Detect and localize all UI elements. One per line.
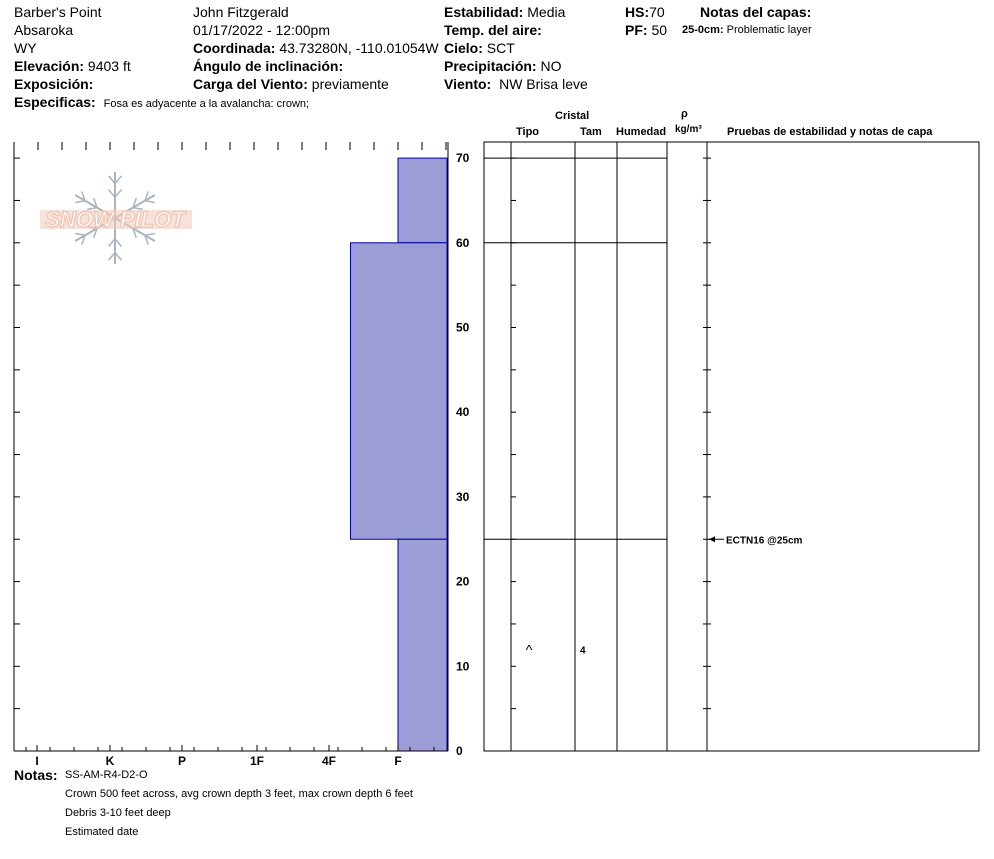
wind-loading-value: previamente xyxy=(311,76,389,92)
location-name: Barber's Point xyxy=(14,4,102,20)
wind-value: NW Brisa leve xyxy=(499,76,588,92)
hs-value: 70 xyxy=(649,4,665,20)
logo-text: SNOW PILOT xyxy=(45,207,185,232)
precipitation-value: NO xyxy=(540,58,562,74)
sky-label: Cielo: xyxy=(444,40,483,56)
aspect-label: Exposición: xyxy=(14,76,94,92)
air-temp-label: Temp. del aire: xyxy=(444,22,542,38)
flake-branch xyxy=(75,201,85,203)
note-line: Estimated date xyxy=(65,826,139,838)
flake-branch xyxy=(145,201,155,203)
flake-branch xyxy=(145,233,155,235)
hardness-bar xyxy=(351,243,448,539)
grain-size: 4 xyxy=(580,645,586,657)
depth-label: 50 xyxy=(456,320,470,335)
mountain-range: Absaroka xyxy=(14,22,74,38)
type-header: Tipo xyxy=(516,126,540,138)
layer-note-range: 25-0cm: xyxy=(682,24,724,36)
depth-label: 60 xyxy=(456,235,470,250)
hardness-label: I xyxy=(35,754,39,768)
density-rho-header: ρ xyxy=(681,108,688,120)
depth-label: 10 xyxy=(456,659,470,674)
coordinates-value: 43.73280N, -110.01054W xyxy=(279,40,439,56)
wind-label: Viento: xyxy=(444,76,492,92)
depth-label: 0 xyxy=(456,744,463,758)
pf-value: 50 xyxy=(651,22,668,38)
precipitation-label: Precipitación: xyxy=(444,58,537,74)
sky-value: SCT xyxy=(486,40,515,56)
note-line: Debris 3-10 feet deep xyxy=(65,807,171,819)
notes-label: Notas: xyxy=(14,767,58,783)
observation-datetime: 01/17/2022 - 12:00pm xyxy=(193,22,330,38)
state: WY xyxy=(14,40,37,56)
pf-label: PF: xyxy=(625,22,648,38)
note-line: Crown 500 feet across, avg crown depth 3 feet, max crown depth 6 feet xyxy=(65,788,413,800)
slope-angle-label: Ángulo de inclinación: xyxy=(193,58,344,74)
depth-label: 70 xyxy=(456,151,470,166)
snowpilot-logo xyxy=(40,172,192,264)
depth-label: 20 xyxy=(456,574,470,589)
grain-type-symbol: ^ xyxy=(525,641,533,658)
hardness-bar xyxy=(398,158,447,243)
hardness-label: K xyxy=(105,754,115,768)
layer-table-frame xyxy=(484,142,979,751)
density-unit-header: kg/m³ xyxy=(675,124,702,135)
size-header: Tam xyxy=(580,126,602,138)
elevation-value: 9403 ft xyxy=(87,58,131,74)
hs-label: HS: xyxy=(625,4,650,20)
layer-notes-label: Notas del capas: xyxy=(700,4,812,20)
stability-label: Estabilidad: xyxy=(444,4,524,20)
stability-test-label: ECTN16 @25cm xyxy=(726,535,803,547)
note-line: SS-AM-R4-D2-O xyxy=(65,769,148,781)
specifics-label: Especificas: xyxy=(14,94,96,110)
layer-note-text: Problematic layer xyxy=(726,24,812,36)
hardness-label: F xyxy=(394,754,402,768)
flake-branch xyxy=(75,233,85,235)
hardness-label: P xyxy=(177,754,187,768)
hardness-label: 1F xyxy=(249,754,265,768)
stability-tests-header: Pruebas de estabilidad y notas de capa xyxy=(727,126,933,138)
specifics-value: Fosa es adyacente a la avalancha: crown; xyxy=(103,98,310,110)
hardness-label: 4F xyxy=(321,754,337,768)
stability-value: Media xyxy=(527,4,566,20)
hardness-bar xyxy=(398,539,447,751)
depth-label: 40 xyxy=(456,405,470,420)
depth-label: 30 xyxy=(456,489,470,504)
observer-name: John Fitzgerald xyxy=(193,4,289,20)
test-arrow-icon xyxy=(709,536,715,542)
crystal-header: Cristal xyxy=(555,110,590,122)
elevation-label: Elevación: xyxy=(14,58,85,74)
moisture-header: Humedad xyxy=(616,126,667,138)
wind-loading-label: Carga del Viento: xyxy=(193,76,308,92)
coordinates-label: Coordinada: xyxy=(193,40,276,56)
